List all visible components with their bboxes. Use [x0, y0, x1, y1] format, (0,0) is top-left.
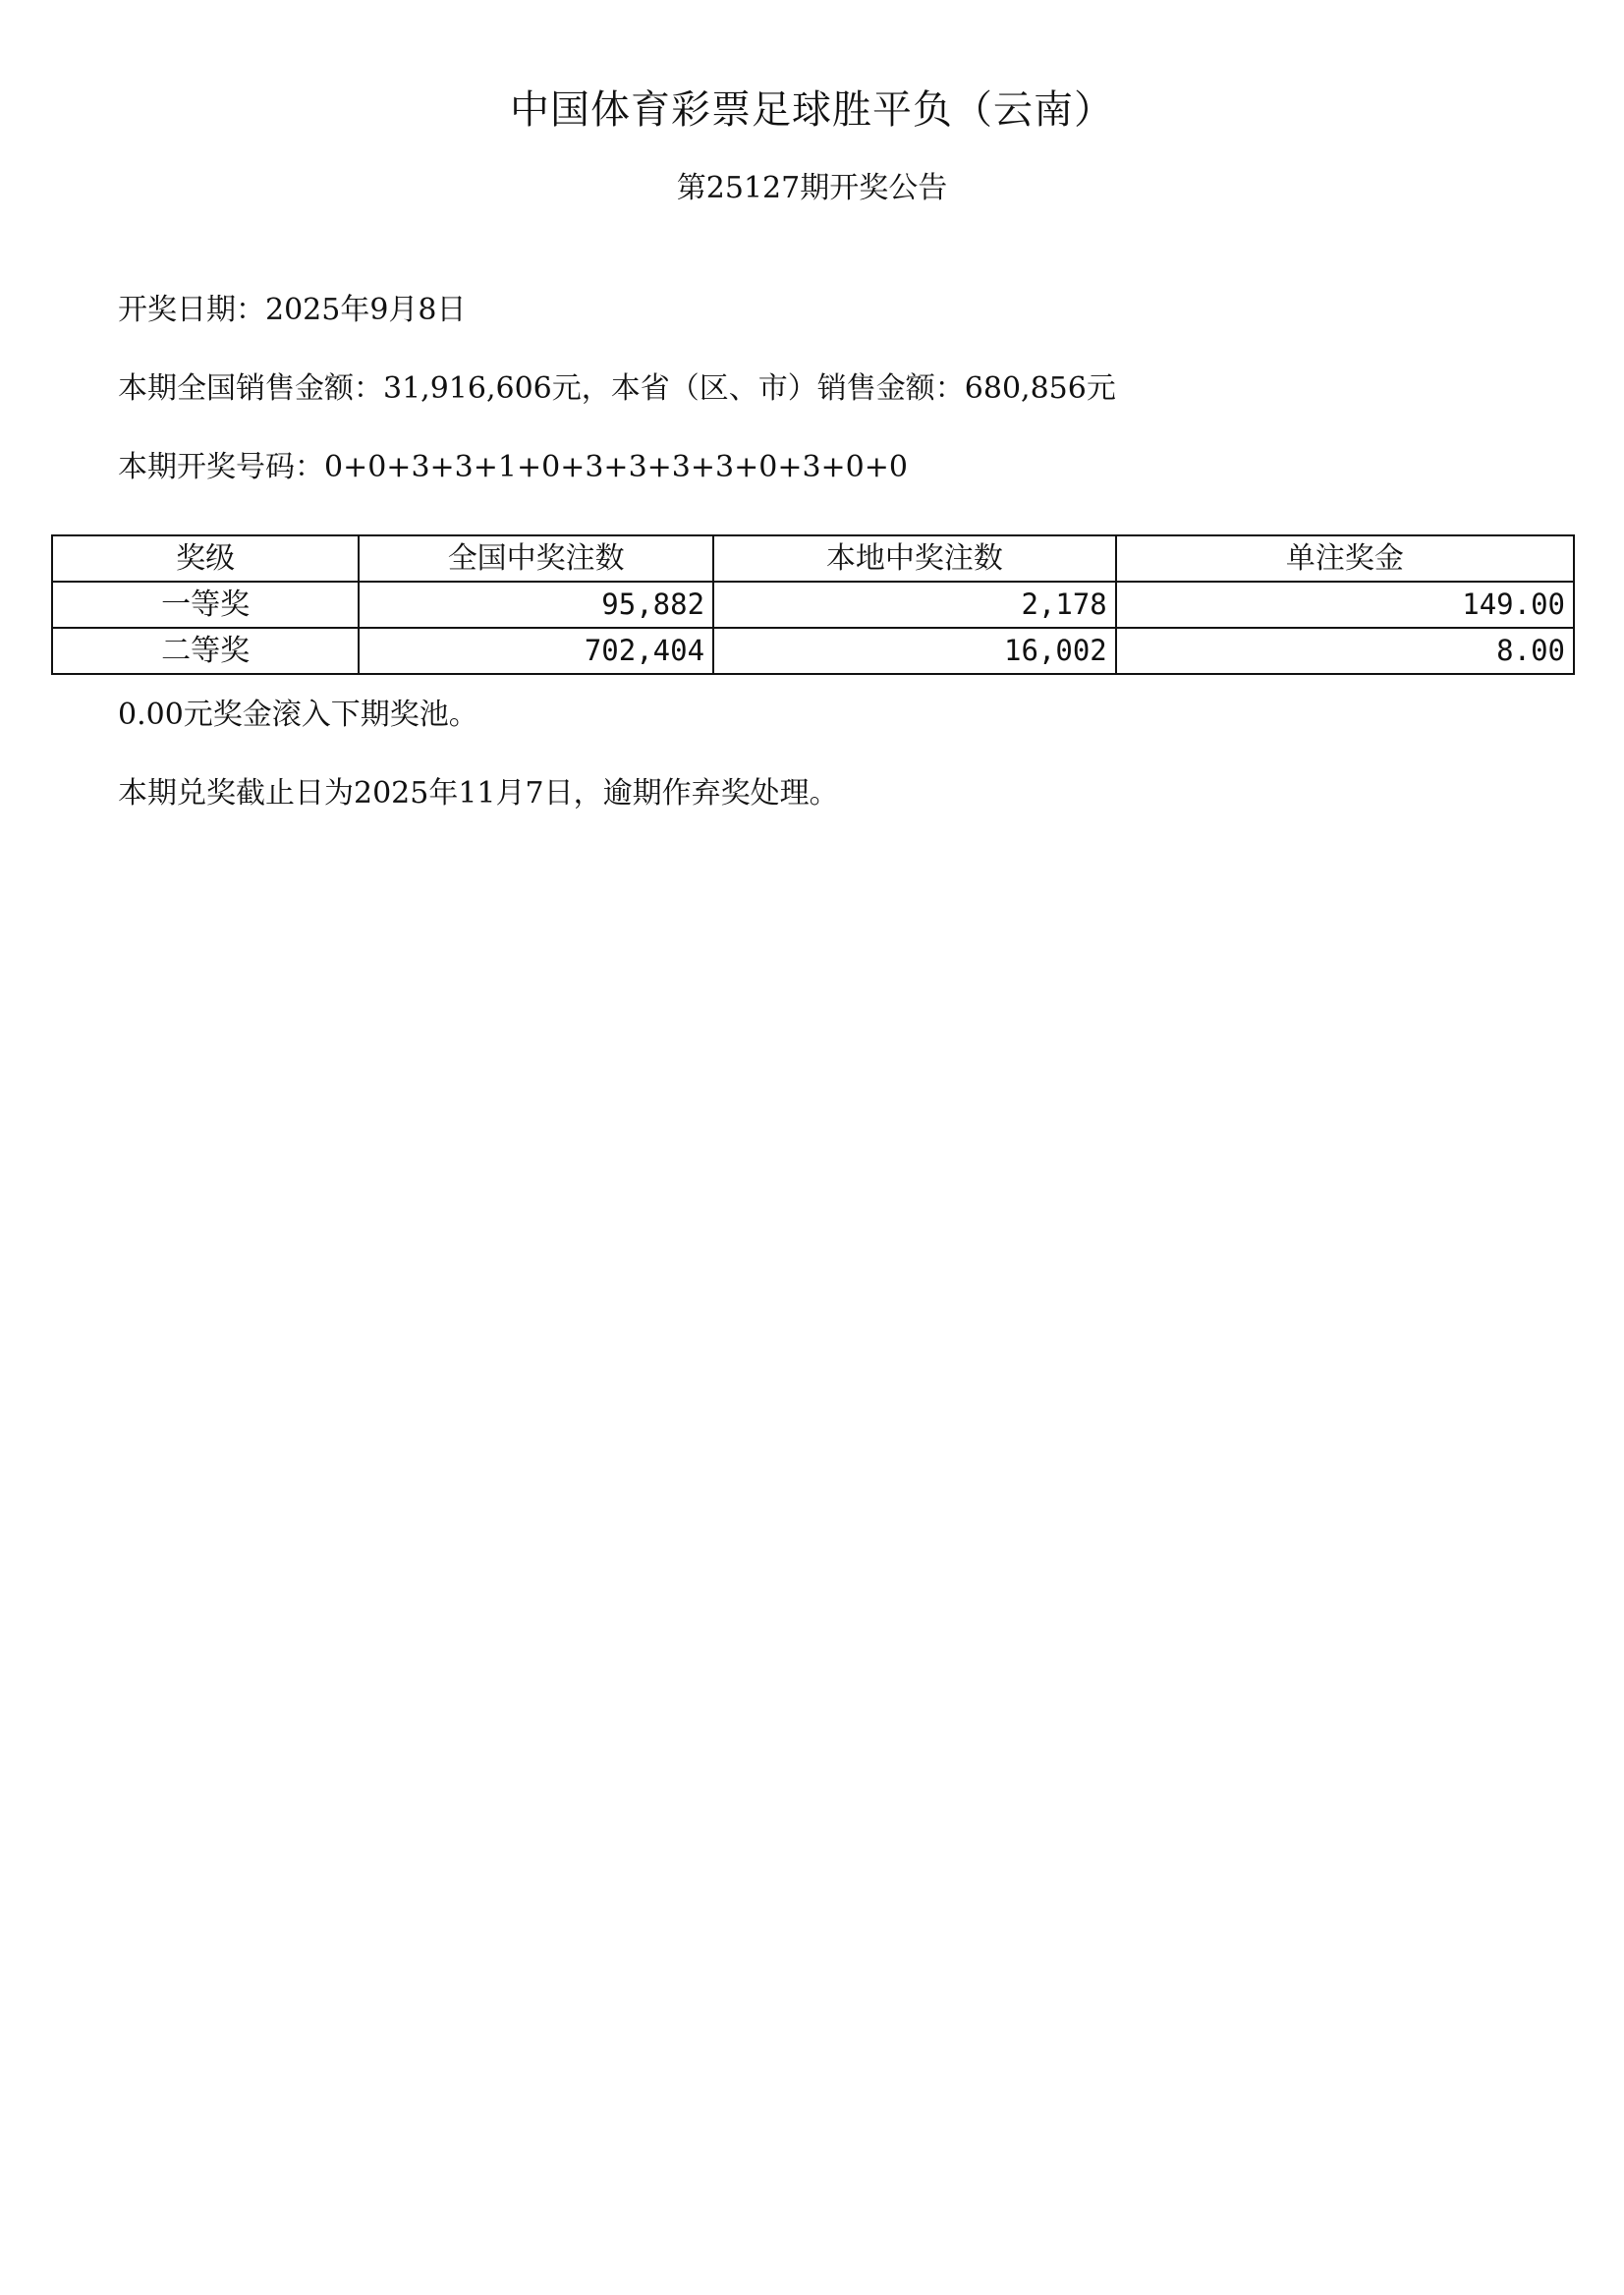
cell-prize-level: 二等奖 — [52, 628, 359, 674]
rollover-note: 0.00元奖金滚入下期奖池。 — [118, 698, 478, 732]
announcement-title: 中国体育彩票足球胜平负（云南） — [510, 87, 1114, 133]
cell-prize-amount: 149.00 — [1116, 582, 1574, 628]
winning-number: 本期开奖号码：0+0+3+3+1+0+3+3+3+3+0+3+0+0 — [118, 450, 908, 484]
table-row — [52, 582, 1574, 628]
cell-national-winners: 702,404 — [359, 628, 713, 674]
header-national-winners: 全国中奖注数 — [359, 535, 713, 582]
deadline-note: 本期兑奖截止日为2025年11月7日，逾期作弃奖处理。 — [118, 776, 839, 811]
cell-national-winners: 95,882 — [359, 582, 713, 628]
header-prize-amount: 单注奖金 — [1116, 535, 1574, 582]
announcement-subtitle: 第25127期开奖公告 — [676, 171, 948, 205]
cell-local-winners: 16,002 — [713, 628, 1116, 674]
header-prize-level: 奖级 — [52, 535, 359, 582]
table-row — [52, 628, 1574, 674]
cell-prize-level: 一等奖 — [52, 582, 359, 628]
prize-table — [51, 534, 1575, 675]
cell-prize-amount: 8.00 — [1116, 628, 1574, 674]
sales-amount: 本期全国销售金额：31,916,606元，本省（区、市）销售金额：680,856元 — [118, 371, 1116, 406]
header-local-winners: 本地中奖注数 — [713, 535, 1116, 582]
draw-date: 开奖日期：2025年9月8日 — [118, 293, 467, 327]
table-header-row — [52, 535, 1574, 582]
cell-local-winners: 2,178 — [713, 582, 1116, 628]
